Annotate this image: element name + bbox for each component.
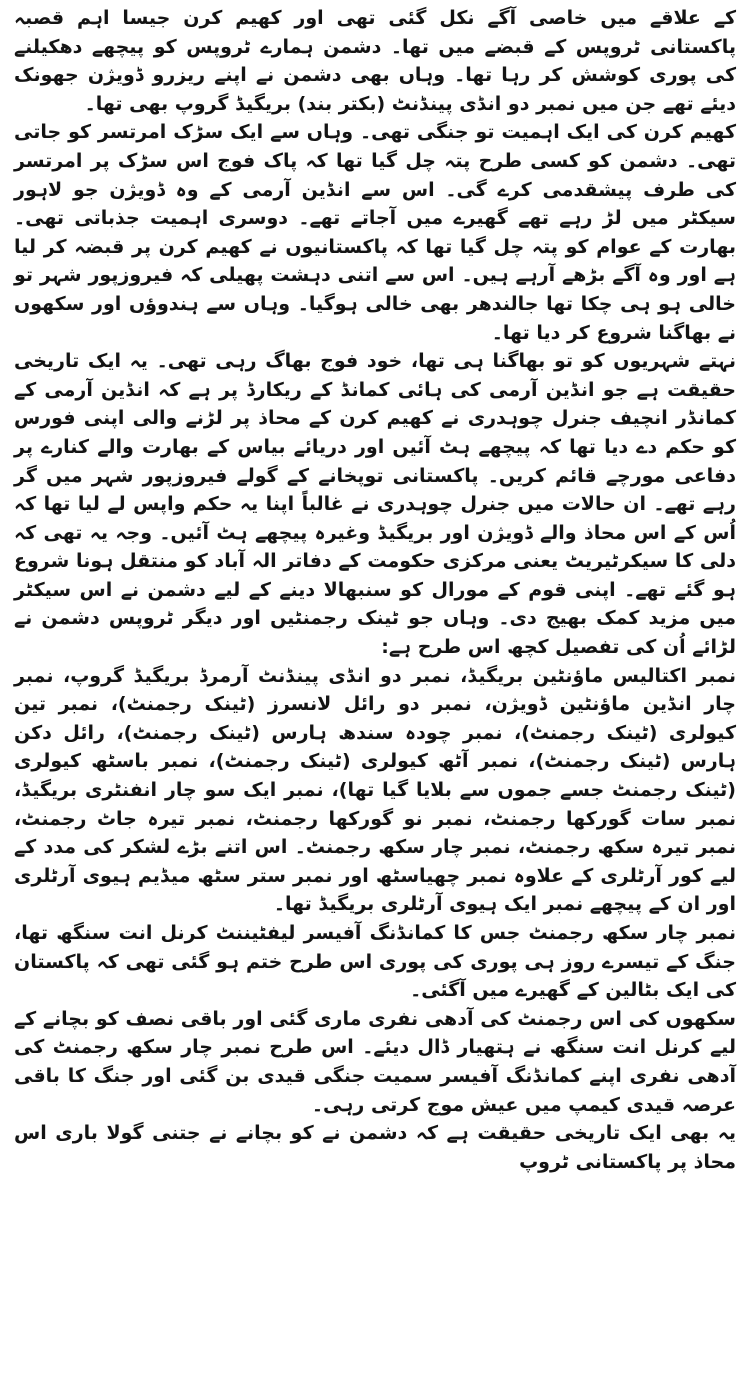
paragraph-sikh-regiment: نمبر چار سکھ رجمنٹ جس کا کمانڈنگ آفیسر لیفٹیننٹ کرنل انت سنگھ تھا، جنگ کے تیسرے روز ہی پوری کی پوری اس طرح ختم ہو گئی تھی کہ پاکستان کی ایک بٹالین کے گھیرے میں آگئی۔ xyxy=(14,922,736,1002)
paragraph-sikh-surrender: سکھوں کی اس رجمنٹ کی آدھی نفری ماری گئی اور باقی نصف کو بچانے کے لیے کرنل انت سنگھ نے ہتھیار ڈال دیئے۔ اس طرح نمبر چار سکھ رجمنٹ کی آدھی نفری اپنے کمانڈنگ آفیسر سمیت جنگی قیدی بن گئی اور جنگ کا باقی عرصہ قیدی کیمپ میں عیش موج کرتی رہی۔ xyxy=(14,1007,736,1116)
paragraph-enemy-units-list: نمبر اکتالیس ماؤنٹین بریگیڈ، نمبر دو انڈی پینڈنٹ آرمرڈ بریگیڈ گروپ، نمبر چار انڈین ماؤنٹین ڈویژن، نمبر دو رائل لانسرز (ٹینک رجمنٹ)، نمبر تین کیولری (ٹینک رجمنٹ)، نمبر چودہ سندھ ہارس (ٹینک رجمنٹ)، رائل دکن ہارس (ٹینک رجمنٹ)، نمبر آٹھ کیولری (ٹینک رجمنٹ)، نمبر باسٹھ کیولری (ٹینک رجمنٹ جسے جموں سے بلایا گیا تھا)، نمبر ایک سو چار انفنٹری بریگیڈ، نمبر سات گورکھا رجمنٹ، نمبر نو گورکھا رجمنٹ، نمبر تیرہ جاٹ رجمنٹ، نمبر تیرہ سکھ رجمنٹ، نمبر چار سکھ رجمنٹ۔ اس اتنے بڑے لشکر کی مدد کے لیے کور آرٹلری کے علاوہ نمبر چھیاسٹھ اور نمبر ستر سٹھ میڈیم ہیوی آرٹلری اور ان کے پیچھے نمبر ایک ہیوی آرٹلری بریگیڈ تھا۔ xyxy=(14,664,736,916)
article-body xyxy=(14,4,736,1176)
paragraph-indian-army-retreat: نہتے شہریوں کو تو بھاگنا ہی تھا، خود فوج بھاگ رہی تھی۔ یہ ایک تاریخی حقیقت ہے جو انڈین آرمی کی ہائی کمانڈ کے ریکارڈ پر ہے کہ انڈین آرمی کے کمانڈر انچیف جنرل چوہدری نے کھیم کرن کے محاذ پر لڑنے والی اپنی فورس کو حکم دے دیا تھا کہ پیچھے ہٹ آئیں اور دریائے بیاس کے بھارت والے کنارے پر دفاعی مورچے قائم کریں۔ پاکستانی توپخانے کے گولے فیروزپور شہر میں گر رہے تھے۔ ان حالات میں جنرل چوہدری نے غالباً اپنا یہ حکم واپس لے لیا تھا کہ اُس کے اس محاذ والے ڈویژن اور بریگیڈ وغیرہ پیچھے ہٹ آئیں۔ وجہ یہ تھی کہ دلی کا سیکرٹیریٹ یعنی مرکزی حکومت کے دفاتر الہ آباد کو منتقل ہونا شروع ہو گئے تھے۔ اپنی قوم کے مورال کو سنبھالا دینے کے لیے دشمن نے اس سیکٹر میں مزید کمک بھیج دی۔ وہاں جو ٹینک رجمنٹیں اور دیگر ٹروپس دشمن نے لڑائے اُن کی تفصیل کچھ اس طرح ہے: xyxy=(14,350,736,659)
paragraph-khem-karan-importance: کھیم کرن کی ایک اہمیت تو جنگی تھی۔ وہاں سے ایک سڑک امرتسر کو جاتی تھی۔ دشمن کو کسی طرح پتہ چل گیا تھا کہ پاک فوج اس سڑک پر امرتسر کی طرف پیشقدمی کرے گی۔ اس سے انڈین آرمی کے وہ ڈویژن جو لاہور سیکٹر میں لڑ رہے تھے گھیرے میں آجاتے تھے۔ دوسری اہمیت جذباتی تھی۔ بھارت کے عوام کو پتہ چل گیا تھا کہ پاکستانیوں نے کھیم کرن پر قبضہ کر لیا ہے اور وہ آگے بڑھے آرہے ہیں۔ اس سے اتنی دہشت پھیلی کہ فیروزپور شہر تو خالی ہو ہی چکا تھا جالندھر بھی خالی ہوگیا۔ وہاں سے ہندوؤں اور سکھوں نے بھاگنا شروع کر دیا تھا۔ xyxy=(14,121,736,344)
paragraph-final-fragment: یہ بھی ایک تاریخی حقیقت ہے کہ دشمن نے کو بچانے نے جتنی گولا باری اس محاذ پر پاکستانی ٹروپ xyxy=(14,1122,736,1173)
paragraph-khem-karan-occupation: کے علاقے میں خاصی آگے نکل گئی تھی اور کھیم کرن جیسا اہم قصبہ پاکستانی ٹروپس کے قبضے میں تھا۔ دشمن ہمارے ٹروپس کو پیچھے دھکیلنے کی پوری کوشش کر رہا تھا۔ وہاں بھی دشمن نے اپنے ریزرو ڈویژن جھونک دیئے تھے جن میں نمبر دو انڈی پینڈنٹ (بکتر بند) بریگیڈ گروپ بھی تھا۔ xyxy=(14,7,736,115)
